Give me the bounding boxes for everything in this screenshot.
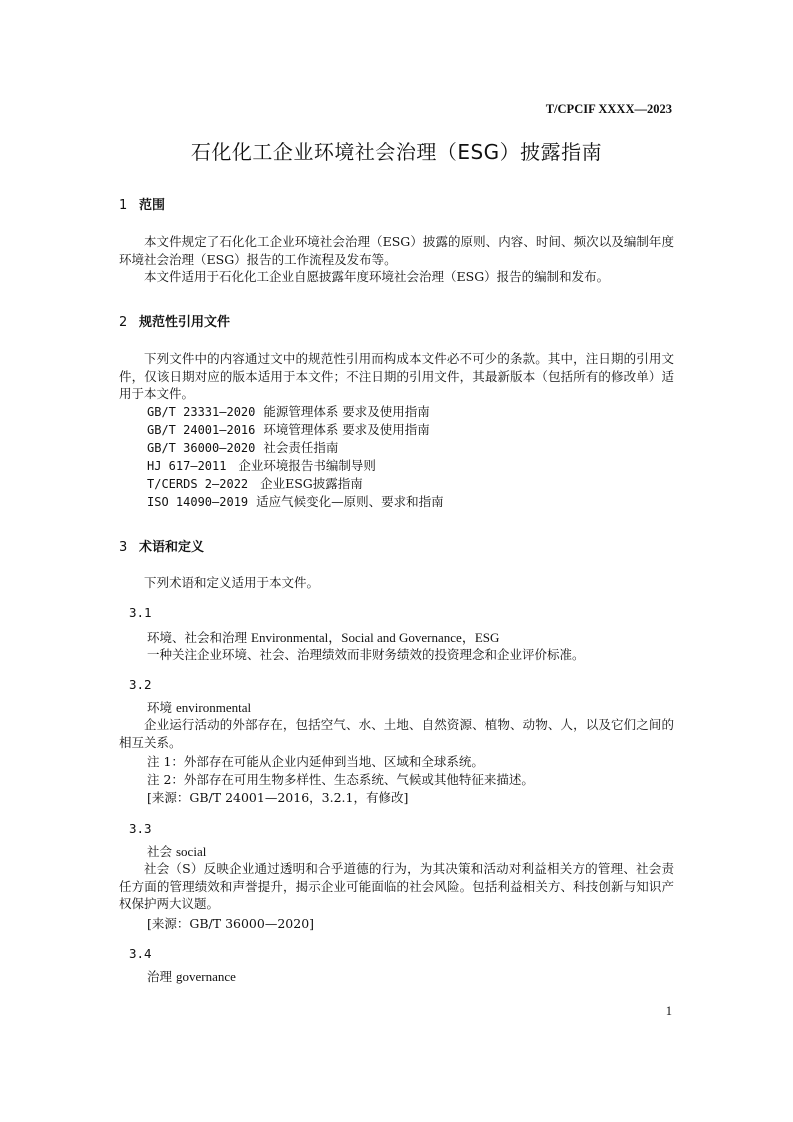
section-number: 2 [119,315,128,330]
term-number: 3.3 [129,821,152,836]
reference-code: GB/T 24001—2016 [147,423,256,437]
term-source: [来源：GB/T 24001—2016，3.2.1，有修改] [147,790,409,805]
reference-code: T/CERDS 2—2022 [147,477,249,491]
page-number: 1 [665,1004,672,1018]
term-chinese: 环境、社会和治理 [147,630,248,645]
term-number: 3.4 [129,946,152,961]
reference-item [147,439,338,458]
section-3-heading [119,536,204,555]
term-heading [147,698,251,716]
reference-name: 社会责任指南 [263,440,339,455]
reference-name: 环境管理体系 要求及使用指南 [263,422,430,437]
standard-code: T/CPCIF XXXX—2023 [545,102,672,116]
reference-name: 适应气候变化—原则、要求和指南 [256,494,444,509]
section-title: 范围 [139,198,166,213]
term-heading [147,967,236,985]
term-heading [147,842,206,860]
term-number: 3.1 [129,605,152,620]
reference-code: GB/T 36000—2020 [147,441,256,455]
term-chinese: 社会 [147,844,173,859]
section-1-heading [119,194,165,213]
reference-name: 企业环境报告书编制导则 [238,458,376,473]
term-chinese: 治理 [147,969,173,984]
section-2-heading [119,311,230,330]
section-number: 1 [119,198,128,213]
scope-paragraph-1: 本文件规定了石化化工企业环境社会治理（ESG）披露的原则、内容、时间、频次以及编制年度环境社会治理（ESG）报告的工作流程及发布等。 [119,234,674,267]
term-english: governance [176,969,236,984]
reference-item [147,457,376,476]
scope-paragraph-2: 本文件适用于石化化工企业自愿披露年度环境社会治理（ESG）报告的编制和发布。 [144,269,610,284]
section-number: 3 [119,540,128,555]
reference-code: ISO 14090—2019 [147,495,249,509]
reference-code: GB/T 23331—2020 [147,405,256,419]
terms-intro-paragraph: 下列术语和定义适用于本文件。 [144,575,320,590]
term-number: 3.2 [129,677,152,692]
reference-item [147,493,444,512]
term-note: 注 1：外部存在可能从企业内延伸到当地、区域和全球系统。 [147,754,484,769]
reference-item [147,475,363,494]
section-title: 规范性引用文件 [139,315,231,330]
reference-code: HJ 617—2011 [147,459,227,473]
term-definition: 企业运行活动的外部存在，包括空气、水、土地、自然资源、植物、动物、人，以及它们之间的相互关系。 [119,717,674,750]
references-intro-paragraph: 下列文件中的内容通过文中的规范性引用而构成本文件必不可少的条款。其中，注日期的引用文件，仅该日期对应的版本适用于本文件；不注日期的引用文件，其最新版本（包括所有的修改单）适用于本文件。 [119,351,674,401]
section-title: 术语和定义 [139,540,205,555]
term-english: social [176,844,207,859]
document-title: 石化化工企业环境社会治理（ESG）披露指南 [190,140,603,164]
term-english: environmental [176,700,252,715]
term-english: Environmental，Social and Governance，ESG [251,630,500,645]
term-definition: 社会（S）反映企业通过透明和合乎道德的行为，为其决策和活动对利益相关方的管理、社会责任方面的管理绩效和声誉提升，揭示企业可能面临的社会风险。包括利益相关方、科技创新与知识产权保护两大议题。 [119,861,674,911]
term-definition: 一种关注企业环境、社会、治理绩效而非财务绩效的投资理念和企业评价标准。 [147,647,585,662]
term-chinese: 环境 [147,700,173,715]
term-heading [147,627,499,646]
term-note: 注 2：外部存在可用生物多样性、生态系统、气候或其他特征来描述。 [147,772,534,787]
reference-name: 企业ESG披露指南 [260,476,363,491]
reference-item [147,421,430,440]
term-source: [来源：GB/T 36000—2020] [147,916,315,931]
reference-item [147,403,430,422]
reference-name: 能源管理体系 要求及使用指南 [263,404,430,419]
